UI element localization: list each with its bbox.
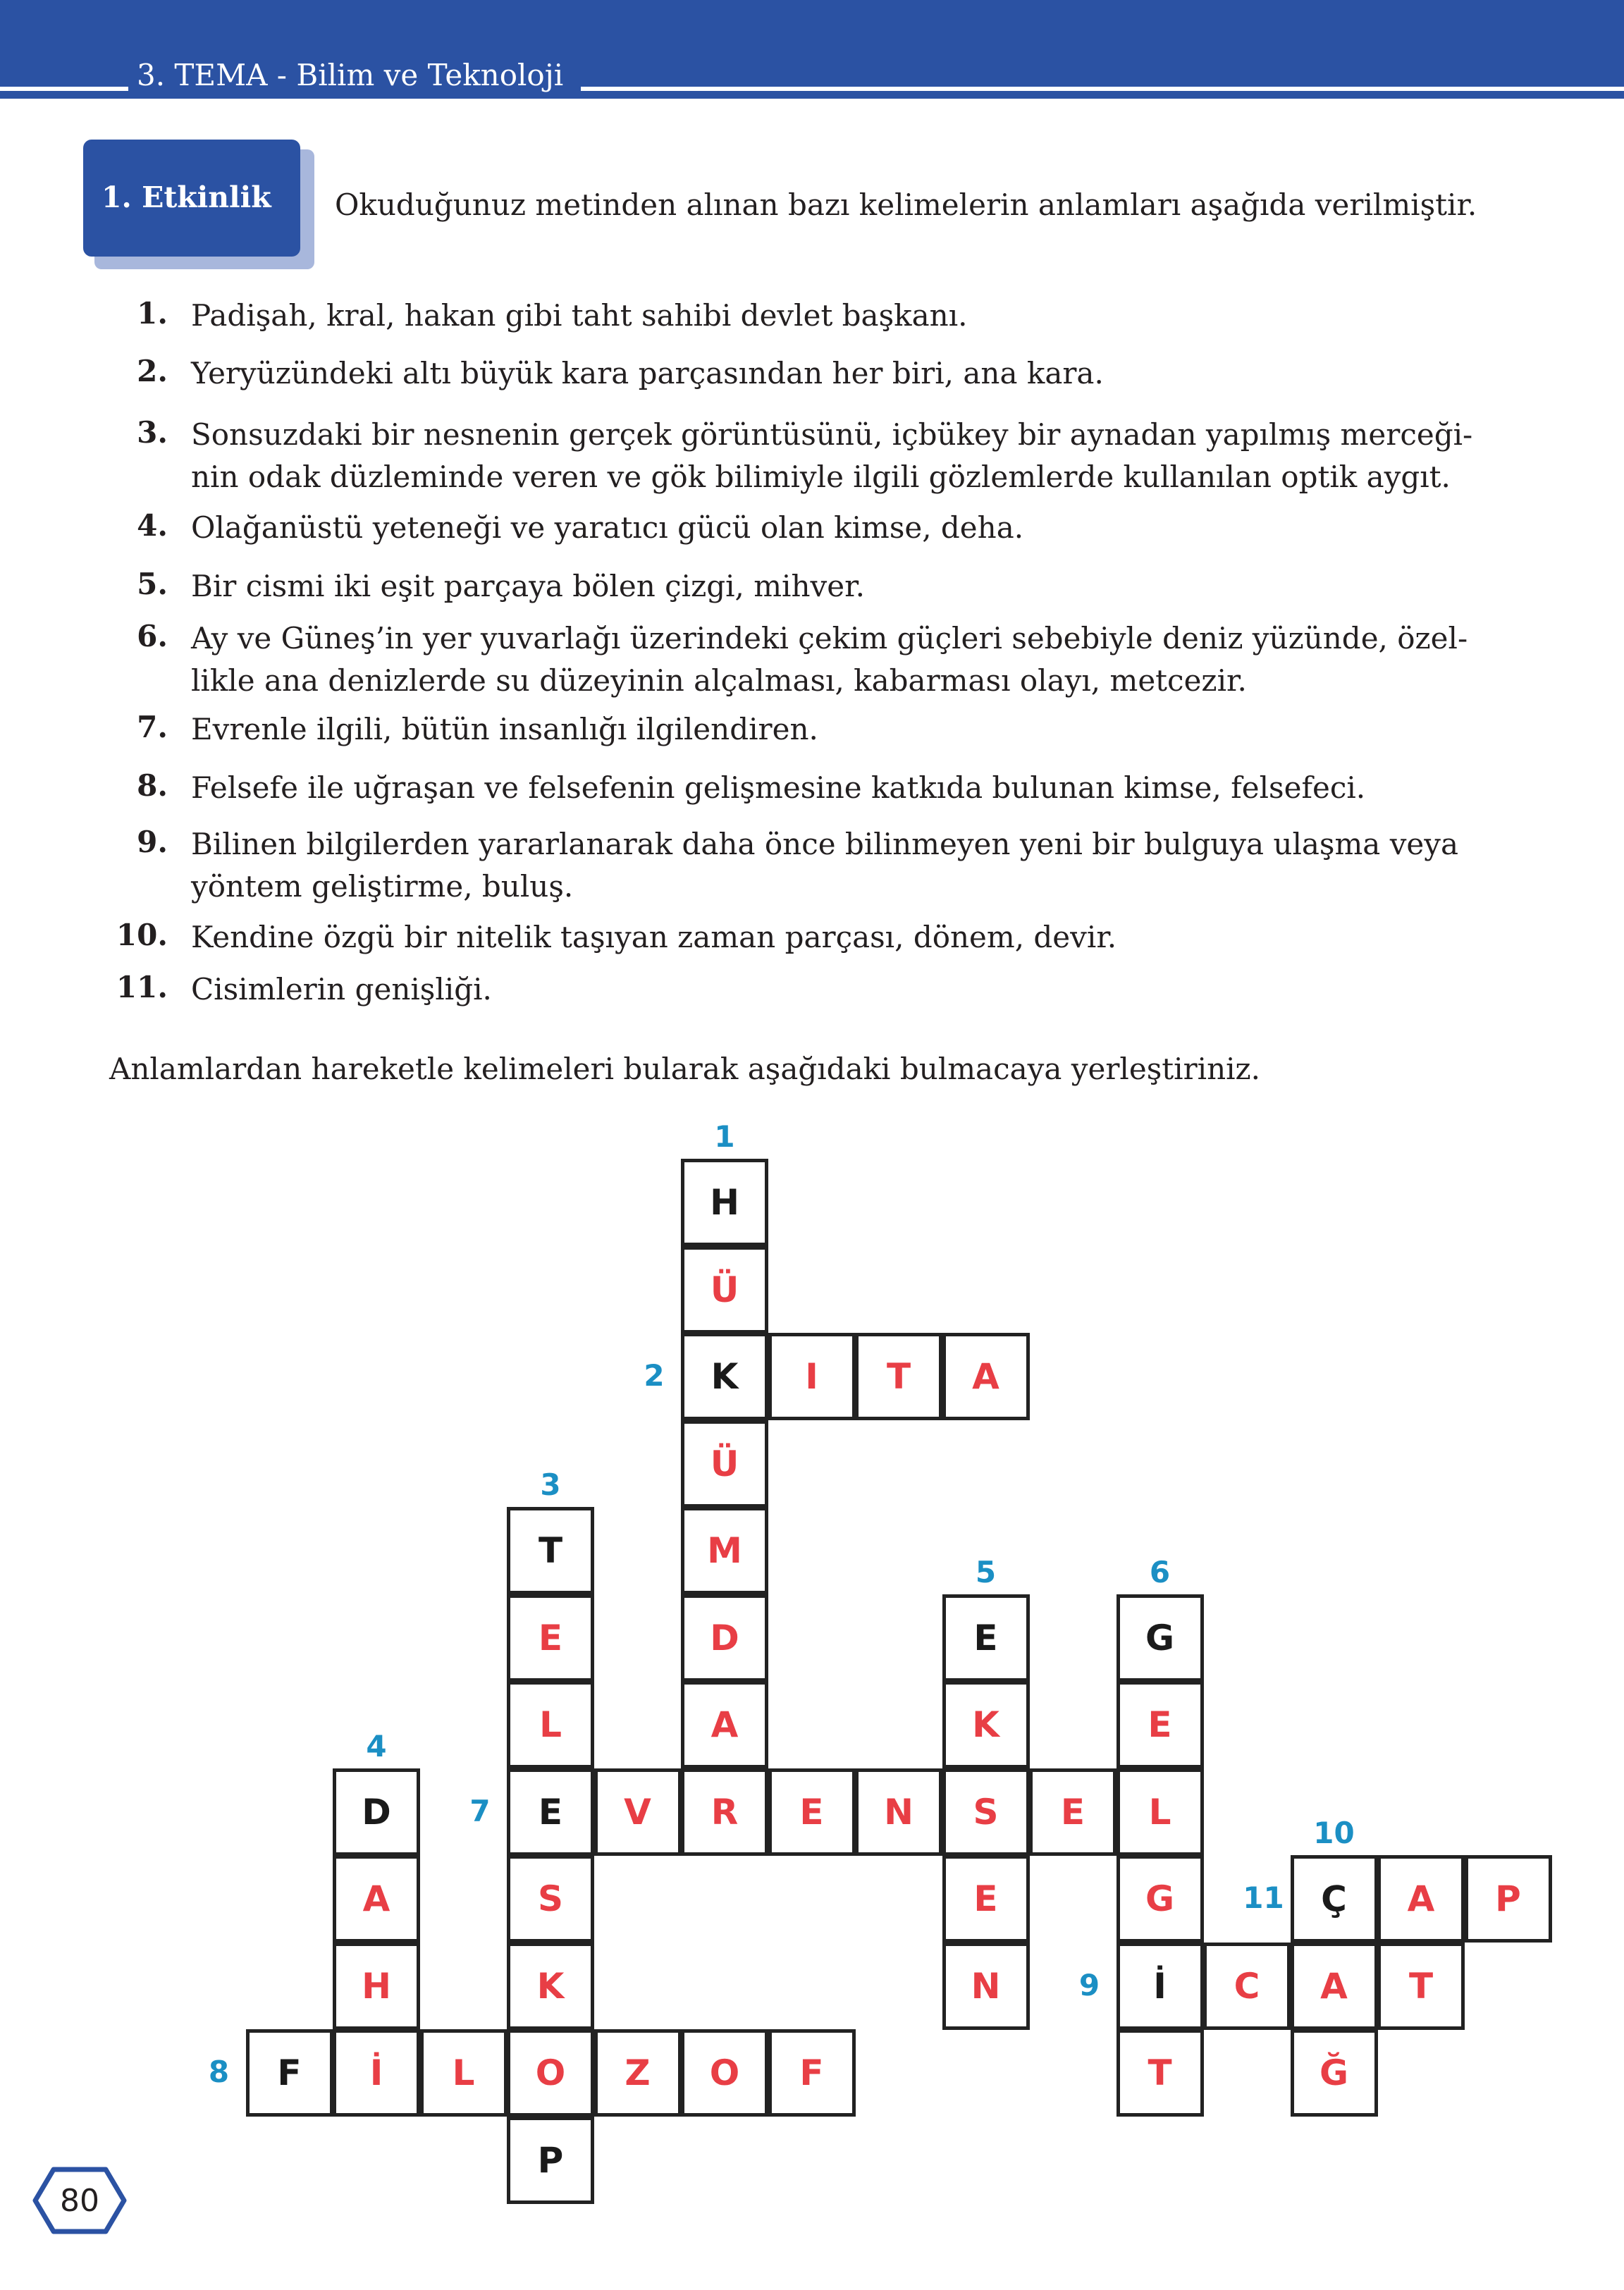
- page-number: 80: [60, 2182, 99, 2219]
- crossword-cell[interactable]: E: [942, 1855, 1030, 1943]
- clue-text: Cisimlerin genişliği.: [191, 972, 492, 1007]
- clue-text: Kendine özgü bir nitelik taşıyan zaman parçası, dönem, devir.: [191, 920, 1117, 954]
- crossword-cell[interactable]: Ç: [1291, 1855, 1378, 1943]
- crossword-clue-number: 2: [644, 1358, 665, 1393]
- crossword-clue-number: 4: [366, 1728, 387, 1763]
- crossword-cell[interactable]: A: [942, 1333, 1030, 1420]
- clue-number: 2.: [137, 354, 168, 388]
- crossword-cell[interactable]: L: [507, 1681, 594, 1768]
- crossword-cell[interactable]: İ: [1116, 1943, 1204, 2030]
- clue-number: 1.: [137, 296, 168, 331]
- theme-title: 3. TEMA - Bilim ve Teknoloji: [137, 58, 564, 92]
- clue-text: Sonsuzdaki bir nesnenin gerçek görüntüsünü, içbükey bir aynadan yapılmış merceği- nin odak düzleminde veren ve gök bilimiyle ilgili gözlemlerde kullanılan optik aygıt.: [191, 417, 1473, 494]
- crossword-clue-number: 10: [1313, 1816, 1355, 1850]
- crossword-cell[interactable]: K: [942, 1681, 1030, 1768]
- crossword-cell[interactable]: F: [768, 2029, 856, 2117]
- clue-number: 11.: [116, 970, 168, 1004]
- crossword-cell[interactable]: E: [507, 1594, 594, 1682]
- header-rule-right: [581, 87, 1624, 91]
- crossword-cell[interactable]: A: [333, 1855, 420, 1943]
- crossword-cell[interactable]: G: [1116, 1855, 1204, 1943]
- clue-number: 9.: [137, 825, 168, 859]
- crossword-cell[interactable]: O: [507, 2029, 594, 2117]
- crossword-cell[interactable]: N: [855, 1768, 942, 1856]
- crossword-cell[interactable]: Ü: [681, 1420, 768, 1508]
- crossword-cell[interactable]: P: [1465, 1855, 1552, 1943]
- crossword-clue-number: 5: [975, 1554, 997, 1589]
- crossword-cell[interactable]: P: [507, 2117, 594, 2204]
- crossword-cell[interactable]: T: [507, 1507, 594, 1594]
- crossword-cell[interactable]: A: [1377, 1855, 1465, 1943]
- crossword-clue-number: 9: [1078, 1967, 1100, 2002]
- crossword-cell[interactable]: A: [1291, 1943, 1378, 2030]
- crossword-cell[interactable]: T: [855, 1333, 942, 1420]
- crossword-cell[interactable]: S: [942, 1768, 1030, 1856]
- crossword-cell[interactable]: H: [681, 1159, 768, 1246]
- crossword-cell[interactable]: E: [507, 1768, 594, 1856]
- clue-text: Bir cismi iki eşit parçaya bölen çizgi, mihver.: [191, 569, 865, 603]
- clue-number: 6.: [137, 619, 168, 653]
- crossword-cell[interactable]: A: [681, 1681, 768, 1768]
- clue-number: 4.: [137, 508, 168, 543]
- clue-number: 3.: [137, 415, 168, 450]
- instruction-text: Anlamlardan hareketle kelimeleri bularak aşağıdaki bulmacaya yerleştiriniz.: [109, 1052, 1261, 1086]
- crossword-cell[interactable]: E: [1029, 1768, 1116, 1856]
- crossword-clue-number: 6: [1149, 1554, 1171, 1589]
- crossword-cell[interactable]: T: [1116, 2029, 1204, 2117]
- crossword-cell[interactable]: F: [246, 2029, 333, 2117]
- crossword-cell[interactable]: Ü: [681, 1246, 768, 1334]
- header-rule-left: [0, 87, 128, 91]
- clue-text: Ay ve Güneş’in yer yuvarlağı üzerindeki çekim güçleri sebebiyle deniz yüzünde, özel- likle ana denizlerde su düzeyinin alçalması, kabarması olayı, metcezir.: [191, 621, 1468, 698]
- crossword-cell[interactable]: L: [420, 2029, 508, 2117]
- activity-intro: Okuduğunuz metinden alınan bazı kelimelerin anlamları aşağıda verilmiştir.: [335, 187, 1477, 222]
- crossword-cell[interactable]: H: [333, 1943, 420, 2030]
- crossword-cell[interactable]: R: [681, 1768, 768, 1856]
- crossword-cell[interactable]: O: [681, 2029, 768, 2117]
- clue-number: 10.: [116, 918, 168, 952]
- crossword-cell[interactable]: D: [333, 1768, 420, 1856]
- activity-badge: 1. Etkinlik: [83, 140, 300, 257]
- crossword-clue-number: 1: [714, 1119, 735, 1154]
- crossword-cell[interactable]: İ: [333, 2029, 420, 2117]
- crossword-clue-number: 8: [208, 2055, 230, 2089]
- crossword-cell[interactable]: E: [768, 1768, 856, 1856]
- clue-text: Felsefe ile uğraşan ve felsefenin gelişmesine katkıda bulunan kimse, felsefeci.: [191, 770, 1366, 805]
- clue-number: 8.: [137, 768, 168, 803]
- crossword-cell[interactable]: E: [1116, 1681, 1204, 1768]
- crossword-cell[interactable]: I: [768, 1333, 856, 1420]
- clue-text: Padişah, kral, hakan gibi taht sahibi devlet başkanı.: [191, 298, 968, 333]
- crossword-cell[interactable]: Z: [594, 2029, 682, 2117]
- crossword-cell[interactable]: K: [681, 1333, 768, 1420]
- crossword-cell[interactable]: E: [942, 1594, 1030, 1682]
- crossword-cell[interactable]: S: [507, 1855, 594, 1943]
- crossword-cell[interactable]: M: [681, 1507, 768, 1594]
- crossword-clue-number: 11: [1243, 1880, 1284, 1915]
- clue-number: 5.: [137, 567, 168, 601]
- clue-text: Yeryüzündeki altı büyük kara parçasından her biri, ana kara.: [191, 356, 1104, 390]
- crossword-cell[interactable]: N: [942, 1943, 1030, 2030]
- crossword-cell[interactable]: V: [594, 1768, 682, 1856]
- crossword-cell[interactable]: T: [1377, 1943, 1465, 2030]
- crossword-cell[interactable]: K: [507, 1943, 594, 2030]
- clue-text: Bilinen bilgilerden yararlanarak daha önce bilinmeyen yeni bir bulguya ulaşma veya yöntem geliştirme, buluş.: [191, 827, 1459, 904]
- crossword-cell[interactable]: C: [1203, 1943, 1291, 2030]
- clue-text: Olağanüstü yeteneği ve yaratıcı gücü olan kimse, deha.: [191, 510, 1024, 545]
- crossword-cell[interactable]: Ğ: [1291, 2029, 1378, 2117]
- crossword-cell[interactable]: G: [1116, 1594, 1204, 1682]
- crossword-clue-number: 3: [540, 1467, 561, 1502]
- crossword-cell[interactable]: D: [681, 1594, 768, 1682]
- clue-number: 7.: [137, 710, 168, 744]
- clue-text: Evrenle ilgili, bütün insanlığı ilgilendiren.: [191, 712, 818, 746]
- crossword-clue-number: 7: [469, 1793, 491, 1828]
- crossword-cell[interactable]: L: [1116, 1768, 1204, 1856]
